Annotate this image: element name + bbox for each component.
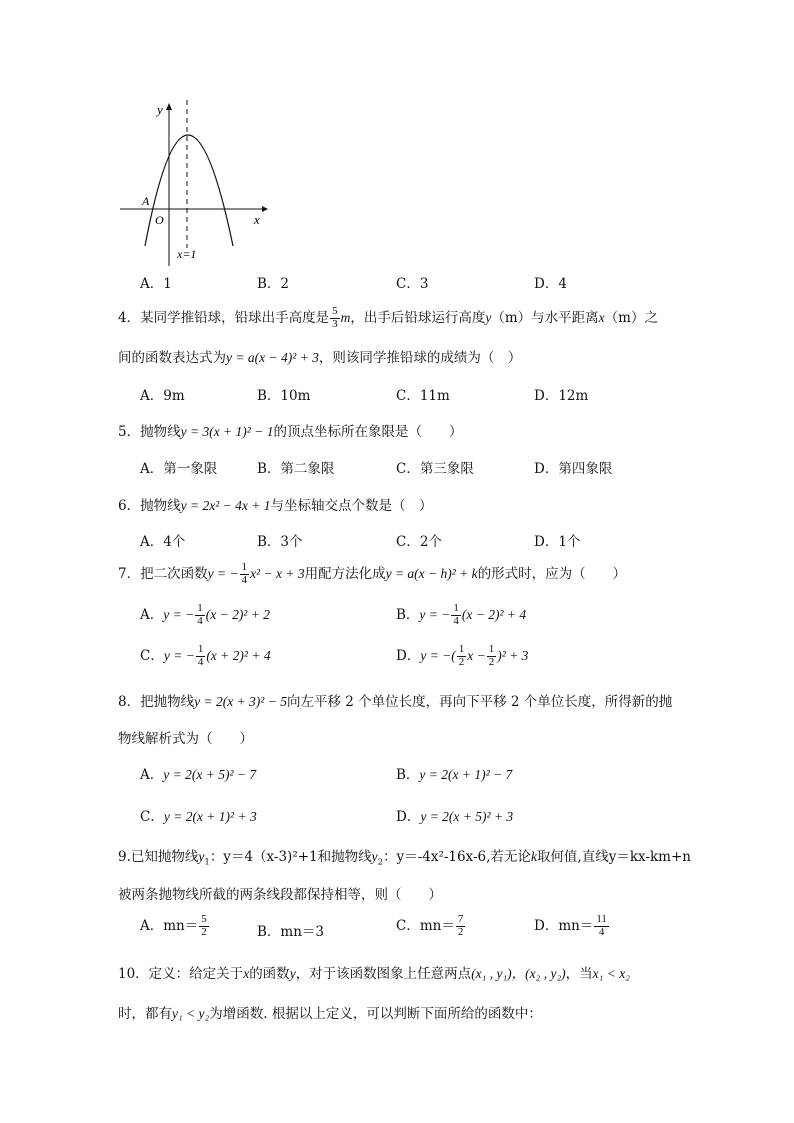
q10-points: (x₁ , y₁)，(x₂ , y₂) [471,966,566,981]
q8-d-label: D． [396,809,421,825]
q3-option-a: A．1 [140,276,172,292]
q9-a-pre: A．mn＝ [140,918,199,934]
q9-text-1: 9.已知抛物线 [118,849,199,865]
q4-option-d: D．12m [534,388,589,404]
q7-frac-den: 4 [241,574,248,586]
q5-option-c: C．第三象限 [396,461,474,477]
point-a-label: A [142,194,150,208]
q7-stem [118,562,626,587]
q8-c-formula: y = 2(x + 1)² + 3 [163,809,257,824]
origin-label: O [155,213,164,227]
q5-option-d: D．第四象限 [534,461,613,477]
q7-option-a [140,603,270,628]
q7-c-num: 1 [197,643,204,656]
q9-d-den: 4 [598,926,605,938]
q4-height-fraction [330,306,340,330]
q7-frac-num: 1 [241,561,248,574]
q8-text-pre: 8．把抛物线 [118,694,195,710]
q7-d-num1: 1 [458,643,465,656]
q4-frac-den: 3 [332,318,338,330]
y-axis-arrow [166,103,172,110]
q7-c-label: C． [140,648,164,664]
q7-b-pre: y = − [419,607,451,622]
q9-option-c [396,914,466,939]
q7-d-post: )² + 3 [497,648,529,663]
q7-fraction [240,562,250,586]
q7-b-label: B． [396,607,420,623]
q4-unit-2: （m）之 [604,310,658,326]
q7-option-d [396,644,528,669]
q10-text-2: 的函数 [249,966,290,982]
q7-text-mid: 用配方法化成 [304,566,386,582]
q9-y1: y [198,849,205,864]
q5-text-pre: 5．抛物线 [118,424,181,440]
q9-a-num: 5 [201,913,207,926]
q10-line-1 [118,962,630,982]
q9-y2: y [371,849,378,864]
q9-d-num: 11 [596,913,607,926]
q3-option-c: C．3 [396,276,429,292]
q7-d-label: D． [396,648,421,664]
q7-d-pre: y = −( [420,648,456,663]
q7-b-post: (x − 2)² + 4 [461,607,527,622]
q7-text-post: 的形式时，应为（ ） [477,566,627,582]
q6-option-d: D．1个 [534,534,581,550]
q7-d-mid: x − [467,648,486,663]
q4-text-post: ，则该同学推铅球的成绩为（ ） [318,350,522,366]
x-axis-arrow [262,206,268,212]
q7-a-fraction [195,603,205,627]
q10-condition: x₁ < x₂ [592,966,630,981]
q5-text-post: 的顶点坐标所在象限是（ ） [273,424,463,440]
q4-var-x: x [598,310,605,325]
q4-unit-m: m [340,310,351,325]
q7-c-post: (x + 2)² + 4 [206,648,271,663]
q7-a-pre: y = − [163,607,195,622]
q4-text-pre: 4．某同学推铅球，铅球出手高度是 [118,310,330,326]
q9-option-d [534,914,610,939]
q8-c-label: C． [140,809,164,825]
q10-condition-2: y₁ < y₂ [172,1006,210,1021]
q6-stem [118,494,432,514]
x-axis-label: x [254,212,260,227]
q4-formula: y = a(x − 4)² + 3 [226,350,319,365]
symmetry-label: x=1 [177,247,197,261]
q6-option-c: C．2个 [396,534,442,550]
q10-y: y [289,966,296,981]
q7-text-pre: 7．把二次函数 [118,566,208,582]
q7-d-den1: 2 [458,656,465,668]
q9-option-b: B．mn＝3 [257,924,325,940]
q9-c-pre: C．mn＝ [396,918,455,934]
q7-b-fraction [451,603,461,627]
q5-formula: y = 3(x + 1)² − 1 [180,424,274,439]
q3-option-b: B．2 [257,276,290,292]
q8-a-formula: y = 2(x + 5)² − 7 [163,767,257,782]
q4-option-a: A．9m [140,388,185,404]
q8-d-formula: y = 2(x + 5)² + 3 [420,809,514,824]
q9-a-den: 2 [201,926,207,938]
q9-k: k [530,849,537,864]
q9-line-2: 被两条抛物线所截的两条线段都保持相等，则（ ） [118,887,442,903]
q4-option-b: B．10m [257,388,311,404]
q10-text-1: 10．定义：给定关于 [118,966,244,982]
q7-d-den2: 2 [488,656,495,668]
q9-c-num: 7 [457,913,464,926]
q4-text-mid: ，出手后铅球运行高度 [350,310,486,326]
q4-frac-num: 5 [332,305,338,318]
q7-c-den: 4 [197,656,204,668]
q5-stem [118,420,462,440]
q3-option-d: D．4 [534,276,567,292]
q9-d-pre: D．mn＝ [534,918,594,934]
q8-text-post: 向左平移 2 个单位长度，再向下平移 2 个单位长度，所得新的抛 [286,694,673,710]
parabola-curve [145,135,233,246]
q6-text-post: 与坐标轴交点个数是（ ） [270,498,433,514]
q9-line-1 [118,845,691,868]
q9-d-fraction [594,914,609,938]
q9-option-a [140,914,210,939]
q9-text-2: ：y＝4（x-3)²+1和抛物线 [209,849,372,865]
q10-text-5: 时，都有 [118,1006,172,1022]
q10-text-6: 为增函数. 根据以上定义，可以判断下面所给的函数中： [209,1006,542,1022]
q7-d-num2: 1 [488,643,495,656]
q8-line-2: 物线解析式为（ ） [118,731,253,747]
q4-line-2 [118,346,521,366]
q9-sub1: 1 [204,857,210,868]
q7-b-den: 4 [453,615,459,627]
q5-option-a: A．第一象限 [140,461,218,477]
q6-text-pre: 6．抛物线 [118,498,181,514]
q8-a-label: A． [140,767,164,783]
q7-c-fraction [196,644,206,668]
q10-text-3: ，对于该函数图象上任意两点 [295,966,472,982]
q7-d-fraction-1 [457,644,467,668]
q7-option-b [396,603,526,628]
q10-line-2 [118,1002,542,1022]
q7-a-post: (x − 2)² + 2 [205,607,270,622]
q9-c-den: 2 [457,926,464,938]
parabola-graph [112,96,282,271]
q10-text-4: ，当 [565,966,593,982]
q6-formula: y = 2x² − 4x + 1 [180,498,271,513]
q9-text-3: ：y＝-4x²-16x-6,若无论 [383,849,531,865]
q8-b-formula: y = 2(x + 1)² − 7 [419,767,513,782]
q7-formula-c: y = a(x − h)² + k [385,566,478,581]
q8-option-a [140,763,256,783]
q4-var-y: y [485,310,492,325]
q7-b-num: 1 [453,602,459,615]
q7-a-den: 4 [197,615,203,627]
q4-line-1 [118,306,658,331]
y-axis-label: y [157,102,163,117]
q8-option-c [140,805,257,825]
q7-a-num: 1 [197,602,203,615]
q6-option-a: A．4个 [140,534,186,550]
q7-a-label: A． [140,607,164,623]
q6-option-b: B．3个 [257,534,303,550]
q10-x: x [243,966,250,981]
q5-option-b: B．第二象限 [257,461,335,477]
q7-formula-a: y = − [207,566,239,581]
q9-sub2: 2 [377,857,384,868]
q9-a-fraction [199,914,209,938]
q8-line-1 [118,690,672,710]
q7-d-fraction-2 [487,644,497,668]
q8-b-label: B． [396,767,420,783]
q4-option-c: C．11m [396,388,450,404]
q7-formula-b: x² − x + 3 [250,566,305,581]
q4-text-pre2: 间的函数表达式为 [118,350,226,366]
q8-option-b [396,763,512,783]
q7-option-c [140,644,271,669]
q8-formula: y = 2(x + 3)² − 5 [194,694,287,709]
q9-c-fraction [456,914,466,938]
q7-c-pre: y = − [163,648,195,663]
q4-unit-1: （m）与水平距离 [491,310,599,326]
q8-option-d [396,805,513,825]
q9-text-4: 取何值,直线y＝kx-km+n [536,849,691,865]
